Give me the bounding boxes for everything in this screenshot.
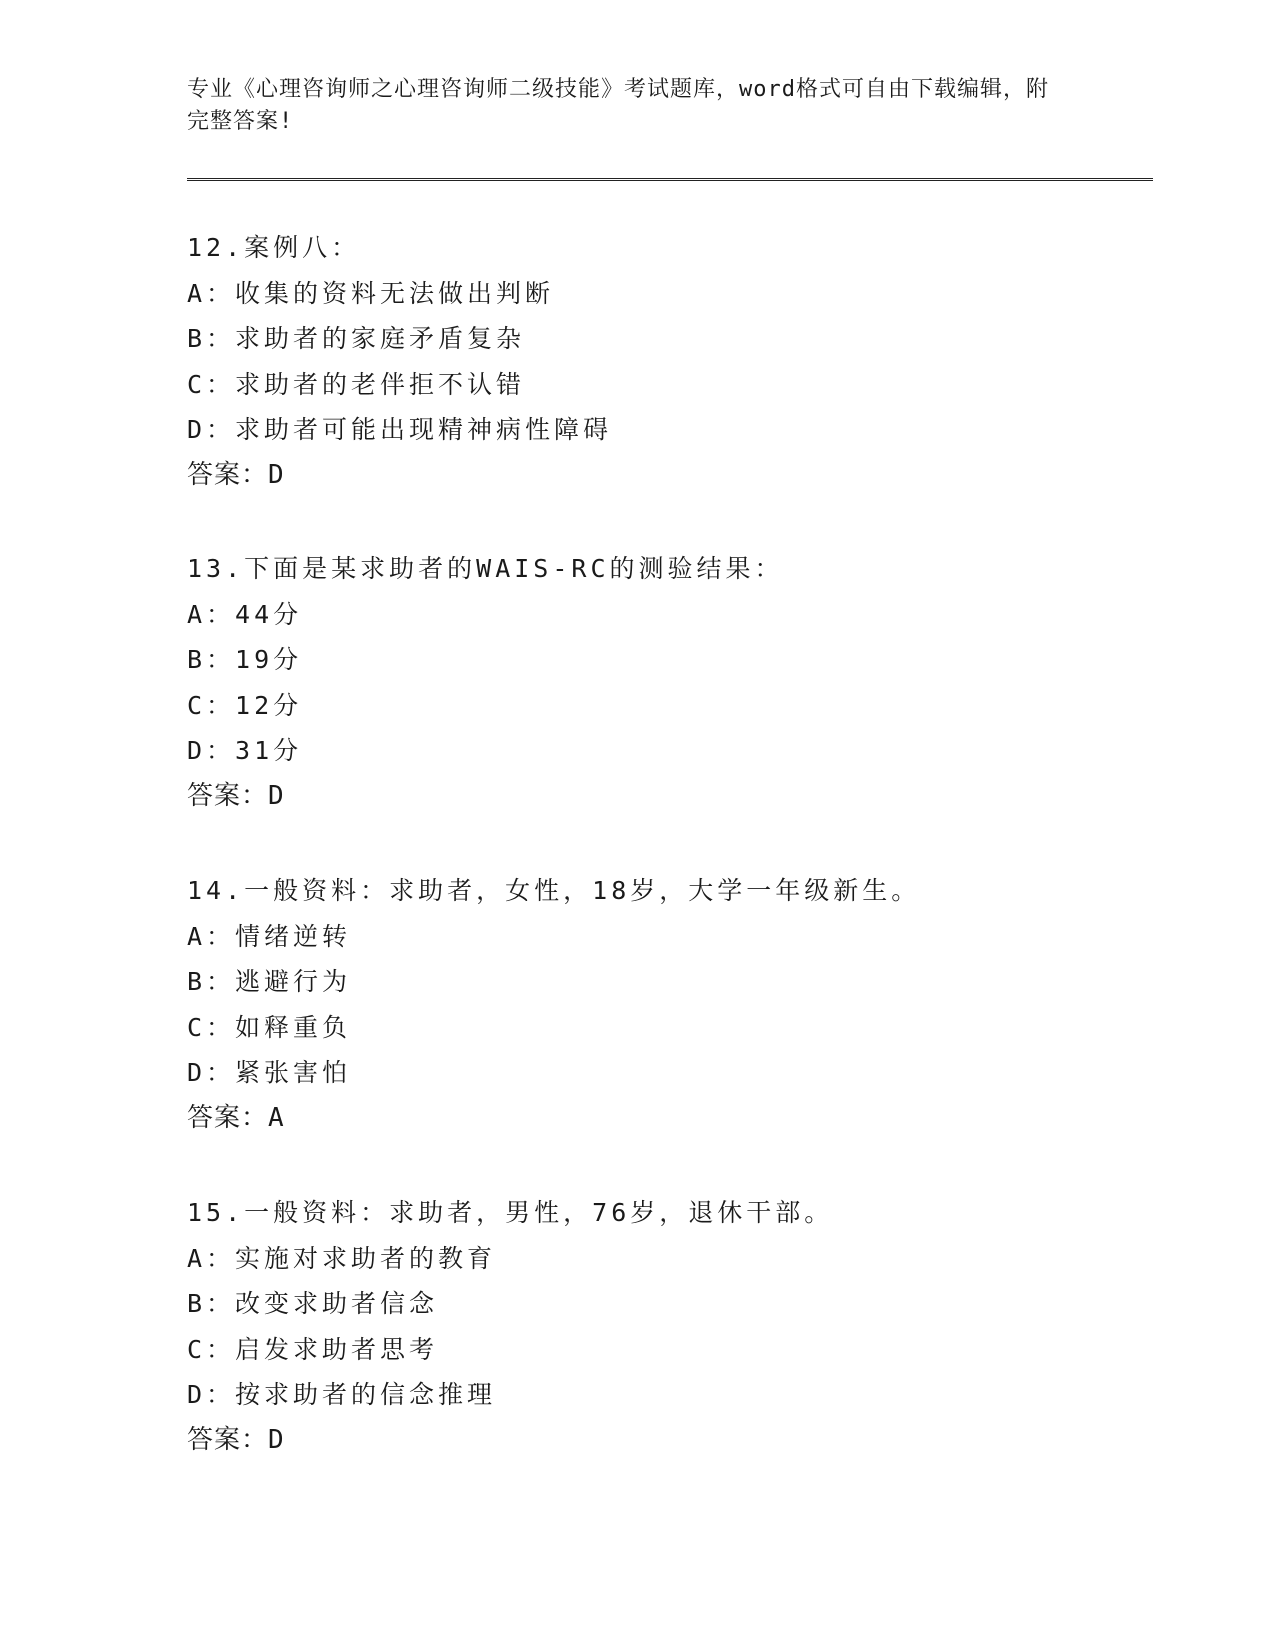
question-stem: 12.案例八： [187,233,361,262]
answer-value: D [268,1424,285,1455]
answer-line [187,1096,1147,1142]
option-c: C：如释重负 [187,1012,352,1042]
answer-value: D [268,459,285,490]
question-stem: 14.一般资料：求助者，女性，18岁，大学一年级新生。 [187,876,921,905]
option-d: D：31分 [187,736,303,765]
option-c: C：求助者的老伴拒不认错 [187,369,526,399]
option-a: A：44分 [187,599,303,629]
answer-value: D [268,780,285,811]
question-stem: 15.一般资料：求助者，男性，76岁，退休干部。 [187,1198,834,1227]
question-15 [187,1190,1147,1463]
header-divider [187,178,1153,181]
option-d: D：求助者可能出现精神病性障碍 [187,415,613,444]
question-12 [187,225,1147,498]
question-13 [187,546,1147,819]
option-b: B：19分 [187,645,303,674]
option-b: B：求助者的家庭矛盾复杂 [187,324,526,353]
answer-label: 答案： [187,1102,269,1133]
answer-line [187,1418,1147,1464]
option-d: D：按求助者的信念推理 [187,1380,497,1409]
option-c: C：12分 [187,690,303,720]
question-stem: 13.下面是某求助者的WAIS-RC的测验结果： [187,554,784,583]
option-d: D：紧张害怕 [187,1058,352,1087]
option-b: B：改变求助者信念 [187,1289,439,1318]
question-14 [187,868,1147,1141]
answer-value: A [268,1102,285,1133]
answer-label: 答案： [187,459,269,490]
option-a: A：情绪逆转 [187,921,352,951]
option-c: C：启发求助者思考 [187,1334,439,1364]
option-a: A：实施对求助者的教育 [187,1243,497,1273]
document-header: 专业《心理咨询师之心理咨询师二级技能》考试题库，word格式可自由下载编辑，附完整答案! [187,77,1049,134]
option-a: A：收集的资料无法做出判断 [187,278,555,308]
option-b: B：逃避行为 [187,967,352,996]
answer-label: 答案： [187,780,269,811]
answer-label: 答案： [187,1424,269,1455]
answer-line [187,453,1147,499]
answer-line [187,774,1147,820]
